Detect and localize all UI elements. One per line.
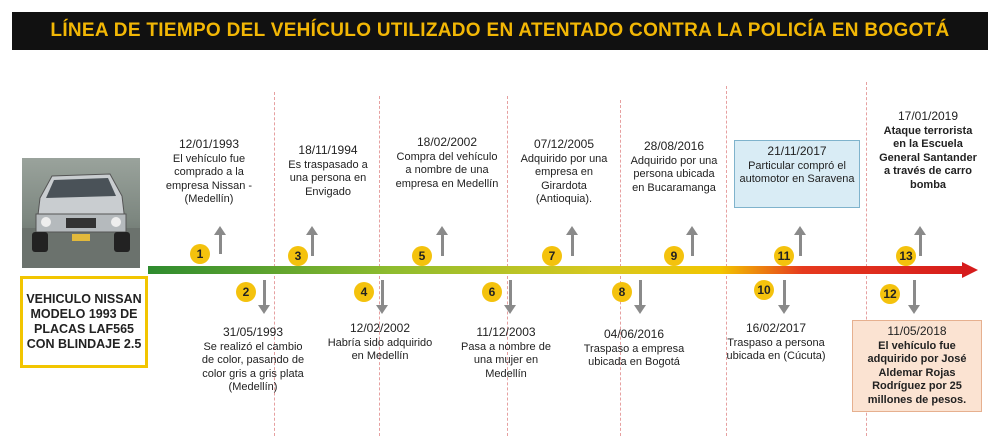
event-7-arrow-up-icon bbox=[566, 226, 578, 256]
event-11-arrow-up-icon bbox=[794, 226, 806, 256]
event-6-date: 11/12/2003 bbox=[476, 325, 536, 339]
divider bbox=[866, 82, 867, 267]
event-3 bbox=[282, 144, 374, 199]
event-13-desc: Ataque terrorista en la Escuela General Santander a través de carro bomba bbox=[879, 124, 977, 191]
event-2-arrow-down-icon bbox=[258, 280, 270, 314]
event-6-arrow-down-icon bbox=[504, 280, 516, 314]
event-9-date: 28/08/2016 bbox=[643, 139, 705, 153]
divider bbox=[379, 96, 380, 267]
event-3-date: 18/11/1994 bbox=[298, 143, 358, 157]
page-title: LÍNEA DE TIEMPO DEL VEHÍCULO UTILIZADO EN ATENTADO CONTRA LA POLICÍA EN BOGOTÁ bbox=[50, 20, 950, 41]
vehicle-photo bbox=[22, 158, 140, 268]
title-bar bbox=[12, 12, 988, 50]
event-9-badge: 9 bbox=[664, 246, 684, 266]
event-5-badge: 5 bbox=[412, 246, 432, 266]
event-10-arrow-down-icon bbox=[778, 280, 790, 314]
event-8-arrow-down-icon bbox=[634, 280, 646, 314]
event-2-date: 31/05/1993 bbox=[222, 325, 284, 339]
event-7 bbox=[512, 138, 616, 207]
divider bbox=[507, 96, 508, 267]
event-4 bbox=[326, 322, 434, 364]
event-9-desc: Adquirido por una persona ubicada en Bucaramanga bbox=[630, 154, 718, 194]
event-6-badge: 6 bbox=[482, 282, 502, 302]
event-3-arrow-up-icon bbox=[306, 226, 318, 256]
event-6 bbox=[454, 326, 558, 381]
event-11-date: 21/11/2017 bbox=[767, 144, 827, 158]
event-1-arrow-up-icon bbox=[214, 226, 226, 254]
event-7-desc: Adquirido por una empresa en Girardota (Antioquia). bbox=[520, 152, 608, 205]
event-13-badge: 13 bbox=[896, 246, 916, 266]
vehicle-icon bbox=[22, 158, 140, 268]
event-12-date: 11/05/2018 bbox=[887, 324, 947, 338]
event-1-date: 12/01/1993 bbox=[178, 137, 240, 151]
event-9-arrow-up-icon bbox=[686, 226, 698, 256]
event-11-badge: 11 bbox=[774, 246, 794, 266]
event-6-desc: Pasa a nombre de una mujer en Medellín bbox=[461, 340, 551, 380]
event-2-desc: Se realizó el cambio de color, pasando de color gris a gris plata (Medellín) bbox=[201, 340, 305, 393]
event-1 bbox=[160, 138, 258, 207]
event-10-badge: 10 bbox=[754, 280, 774, 300]
event-10 bbox=[724, 322, 828, 364]
event-5-date: 18/02/2002 bbox=[416, 135, 478, 149]
event-4-desc: Habría sido adquirido en Medellín bbox=[327, 336, 433, 362]
event-9 bbox=[626, 140, 722, 195]
event-10-date: 16/02/2017 bbox=[745, 321, 807, 335]
divider bbox=[274, 92, 275, 267]
event-11-desc: Particular compró el automotor en Saravena bbox=[739, 159, 855, 185]
event-1-desc: El vehículo fue comprado a la empresa Nissan - (Medellín) bbox=[165, 152, 253, 205]
event-4-badge: 4 bbox=[354, 282, 374, 302]
event-4-arrow-down-icon bbox=[376, 280, 388, 314]
event-13 bbox=[876, 110, 980, 192]
event-12-badge: 12 bbox=[880, 284, 900, 304]
event-5 bbox=[392, 136, 502, 191]
event-12-desc: El vehículo fue adquirido por José Aldemar Rojas Rodríguez por 25 millones de pesos. bbox=[867, 339, 967, 406]
event-7-date: 07/12/2005 bbox=[533, 137, 595, 151]
event-1-badge: 1 bbox=[190, 244, 210, 264]
event-2 bbox=[196, 326, 310, 395]
event-13-arrow-up-icon bbox=[914, 226, 926, 256]
event-7-badge: 7 bbox=[542, 246, 562, 266]
event-8-date: 04/06/2016 bbox=[603, 327, 665, 341]
event-4-date: 12/02/2002 bbox=[349, 321, 411, 335]
timeline-arrowhead bbox=[962, 262, 978, 278]
event-5-desc: Compra del vehículo a nombre de una empresa en Medellín bbox=[395, 150, 499, 190]
event-12 bbox=[852, 320, 982, 412]
event-3-desc: Es traspasado a una persona en Envigado bbox=[288, 158, 368, 198]
event-10-desc: Traspaso a persona ubicada en (Cúcuta) bbox=[726, 336, 826, 362]
event-3-badge: 3 bbox=[288, 246, 308, 266]
vehicle-label-box bbox=[20, 276, 148, 368]
event-8 bbox=[578, 328, 690, 370]
vehicle-label: VEHICULO NISSAN MODELO 1993 DE PLACAS LAF565 CON BLINDAJE 2.5 bbox=[26, 292, 142, 351]
event-12-arrow-down-icon bbox=[908, 280, 920, 314]
divider bbox=[620, 100, 621, 267]
event-2-badge: 2 bbox=[236, 282, 256, 302]
event-11 bbox=[734, 140, 860, 208]
timeline-line bbox=[148, 266, 966, 274]
event-8-badge: 8 bbox=[612, 282, 632, 302]
event-5-arrow-up-icon bbox=[436, 226, 448, 256]
event-13-date: 17/01/2019 bbox=[897, 109, 959, 123]
divider bbox=[726, 86, 727, 267]
event-8-desc: Traspaso a empresa ubicada en Bogotá bbox=[583, 342, 685, 368]
